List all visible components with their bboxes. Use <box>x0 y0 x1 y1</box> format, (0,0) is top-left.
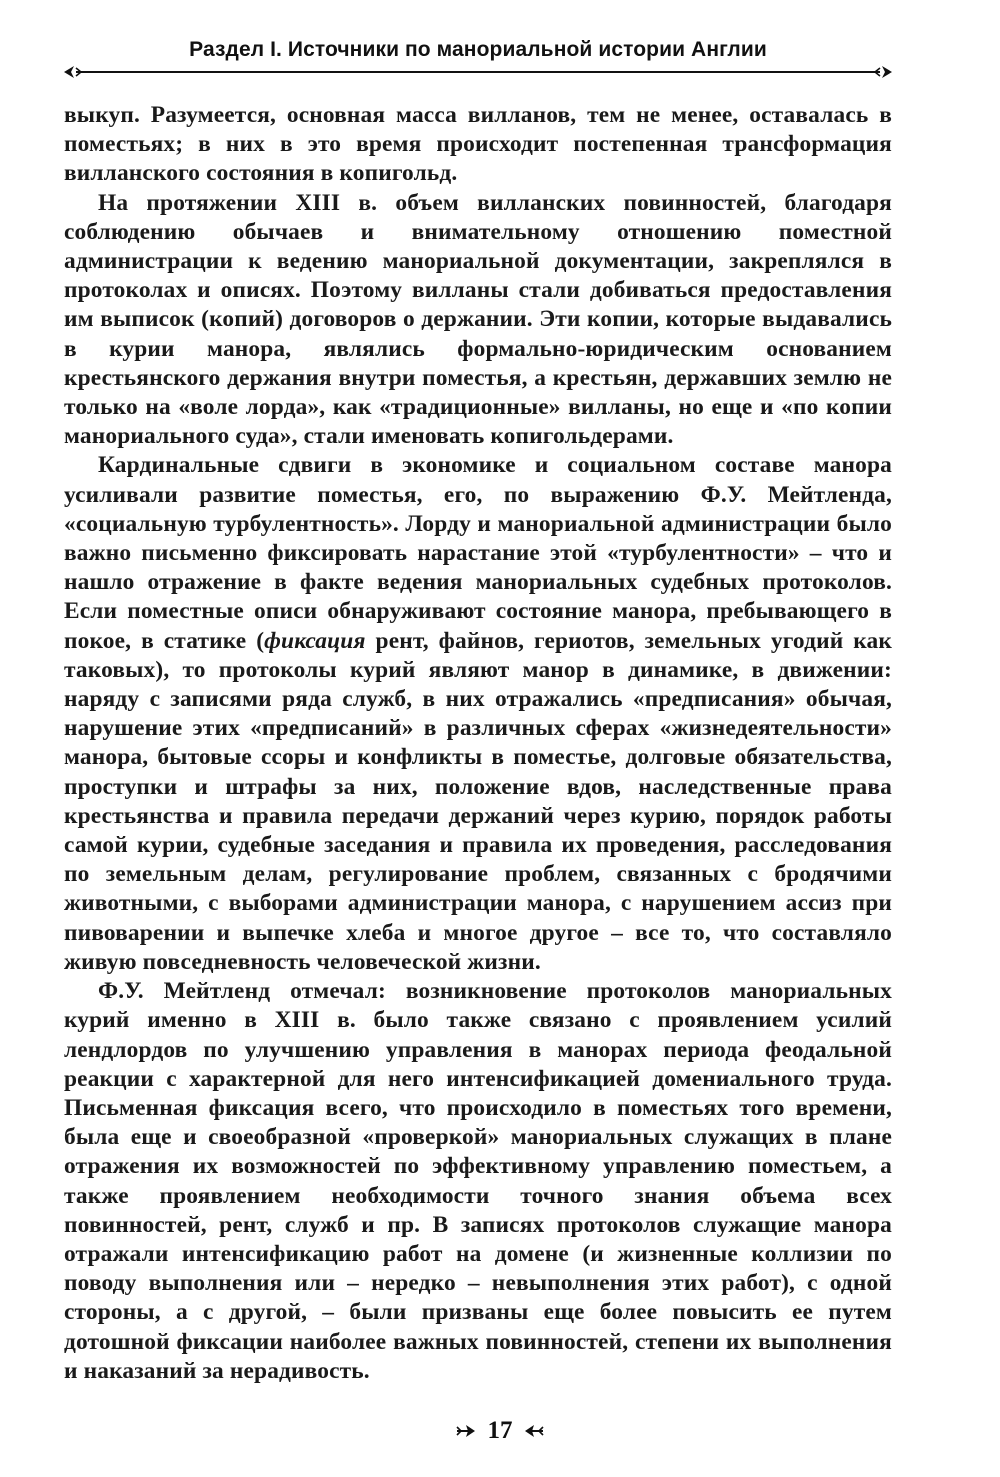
emphasized-term: фиксация <box>264 627 366 654</box>
page-folio <box>0 1416 1000 1445</box>
folio-ornament-left-icon <box>455 1422 477 1440</box>
paragraph <box>64 101 892 189</box>
paragraph <box>64 451 892 977</box>
running-head: Раздел I. Источники по манориальной истории Англии <box>189 38 767 61</box>
paragraph-text: рент, файнов, гериотов, земельных угодий как таковых), то протоколы курий являют манор в динамике, в движении: наряду с записями ряда служб, в них отражались «предписания» обычая, нарушение этих «предписаний» в различных сферах «жизнедеятельности» манора, бытовые ссоры и конфликты в поместье, долговые обязательства, проступки и штрафы за них, положение вдов, наследственные права крестьянства и правила передачи держаний через курию, порядок работы самой курии, судебные заседания и правила их проведения, расследования по земельным делам, регулирование проблем, связанных с бродячими животными, с выборами администрации манора, с нарушением ассиз при пивоварении и выпечке хлеба и многое другое – все то, что составляло живую повседневность человеческой жизни. <box>64 627 892 975</box>
body-text <box>64 101 892 1386</box>
paragraph-text: Кардинальные сдвиги в экономике и социальном составе манора усиливали развитие поместья, его, по выражению Ф.У. Мейтленда, «социальную турбулентность». Лорду и манориальной администрации было важно письменно фиксировать нарастание этой «турбулентности» – что и нашло отражение в факте ведения манориальных судебных протоколов. Если поместные описи обнаруживают состояние манора, пребывающего в покое, в статике ( <box>64 452 892 654</box>
page-number: 17 <box>487 1417 513 1445</box>
paragraph <box>64 977 892 1386</box>
paragraph-text: На протяжении XIII в. объем вилланских повинностей, благодаря соблюдению обычаев и внимательному отношению поместной администрации к ведению манориальной документации, закреплялся в протоколах и описях. Поэтому вилланы стали добиваться предоставления им выписок (копий) договоров о держании. Эти копии, которые выдавались в курии манора, являлись формально-юридическим основанием крестьянского держания внутри поместья, а крестьян, державших землю не только на «воле лорда», как «традиционные» вилланы, но еще и «по копии манориального суда», стали именовать копигольдерами. <box>64 189 892 450</box>
header-rule-ornament <box>64 62 892 82</box>
paragraph-text: Ф.У. Мейтленд отмечал: возникновение протоколов манориальных курий именно в XIII в. было также связано с проявлением усилий лендлордов по улучшению управления в манорах периода феодальной реакции с характерной для него интенсификацией домениального труда. Письменная фиксация всего, что происходило в поместьях того времени, была еще и своеобразной «проверкой» манориальных служащих в плане отражения их возможностей по эффективному управлению поместьем, а также проявлением необходимости точного знания объема всех повинностей, рент, служб и пр. В записях протоколов служащие манора отражали интенсификацию работ на домене (и жизненные коллизии по поводу выполнения или – нередко – невыполнения этих работ), с одной стороны, а с другой, – были призваны еще более повысить ее путем дотошной фиксации наиболее важных повинностей, степени их выполнения и наказаний за нерадивость. <box>64 978 892 1384</box>
folio-ornament-right-icon <box>523 1422 545 1440</box>
paragraph <box>64 189 892 452</box>
paragraph-text: выкуп. Разумеется, основная масса вилланов, тем не менее, оставалась в поместьях; в них в это время происходит постепенная трансформация вилланского состояния в копигольд. <box>64 102 892 187</box>
